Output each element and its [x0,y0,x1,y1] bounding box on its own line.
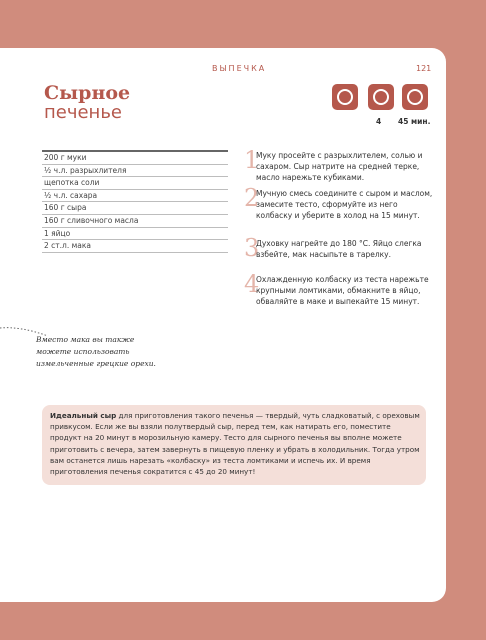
tip-body: для приготовления такого печенья — твердый, чуть сладковатый, с ореховым привкусом. Если же вы взяли полутвердый сыр, перед тем, как натирать его, поместите продукт на 20 минут в морозильную камеру. Тесто для сырного печенья вы вполне можете приготовить с вечера, затем завернуть в пищевую пленку и убрать в холодильник. Тогда утром вам останется лишь нарезать «колбаску» из теста ломтиками и испечь их. И время приготовления печенья сократится с 45 до 20 минут! [50,411,420,477]
ingredients-list [42,150,228,253]
side-note: Вместо мака вы также можете использовать измельченные грецкие орехи. [36,335,156,368]
steps-list [244,146,434,323]
step-number: 3 [244,234,260,262]
ingredient-item: 160 г сливочного масла [42,215,228,228]
servings-value: 4 [376,117,382,126]
page [0,48,446,602]
ingredient-item: ½ ч.л. разрыхлителя [42,165,228,178]
step-item [244,234,434,274]
ingredient-item: 2 ст.л. мака [42,240,228,253]
ingredient-item: 200 г муки [42,150,228,165]
tip-bold: Идеальный сыр [50,411,117,420]
tip-box [42,405,426,485]
ingredient-item: 1 яйцо [42,228,228,241]
ingredient-item: щепотка соли [42,177,228,190]
section-label: ВЫПЕЧКА [212,64,267,73]
page-number: 121 [416,64,432,73]
servings-icon [368,84,394,110]
step-item [244,270,434,323]
step-item [244,184,434,238]
recipe-title-line2: печенье [44,102,123,123]
step-number: 1 [244,146,260,174]
time-icon [402,84,428,110]
ingredient-item: 160 г сыра [42,202,228,215]
step-number: 2 [244,184,260,212]
ingredient-item: ½ ч.л. сахара [42,190,228,203]
step-item [244,146,434,188]
step-text: Охлажденную колбаску из теста нарежьте крупными ломтиками, обмакните в яйцо, обваляйте в маке и выпекайте 15 минут. [256,275,429,306]
step-text: Духовку нагрейте до 180 °С. Яйцо слегка взбейте, мак насыпьте в тарелку. [256,239,422,259]
recipe-title-line1: Сырное [44,82,131,104]
step-number: 4 [244,270,260,298]
time-value: 45 мин. [398,117,431,126]
difficulty-icon [332,84,358,110]
step-text: Муку просейте с разрыхлителем, солью и сахаром. Сыр натрите на средней терке, масло нарежьте кубиками. [256,151,423,182]
step-text: Мучную смесь соедините с сыром и маслом, замесите тесто, сформуйте из него колбаску и уберите в холод на 15 минут. [256,189,433,220]
tip-text [50,410,420,477]
